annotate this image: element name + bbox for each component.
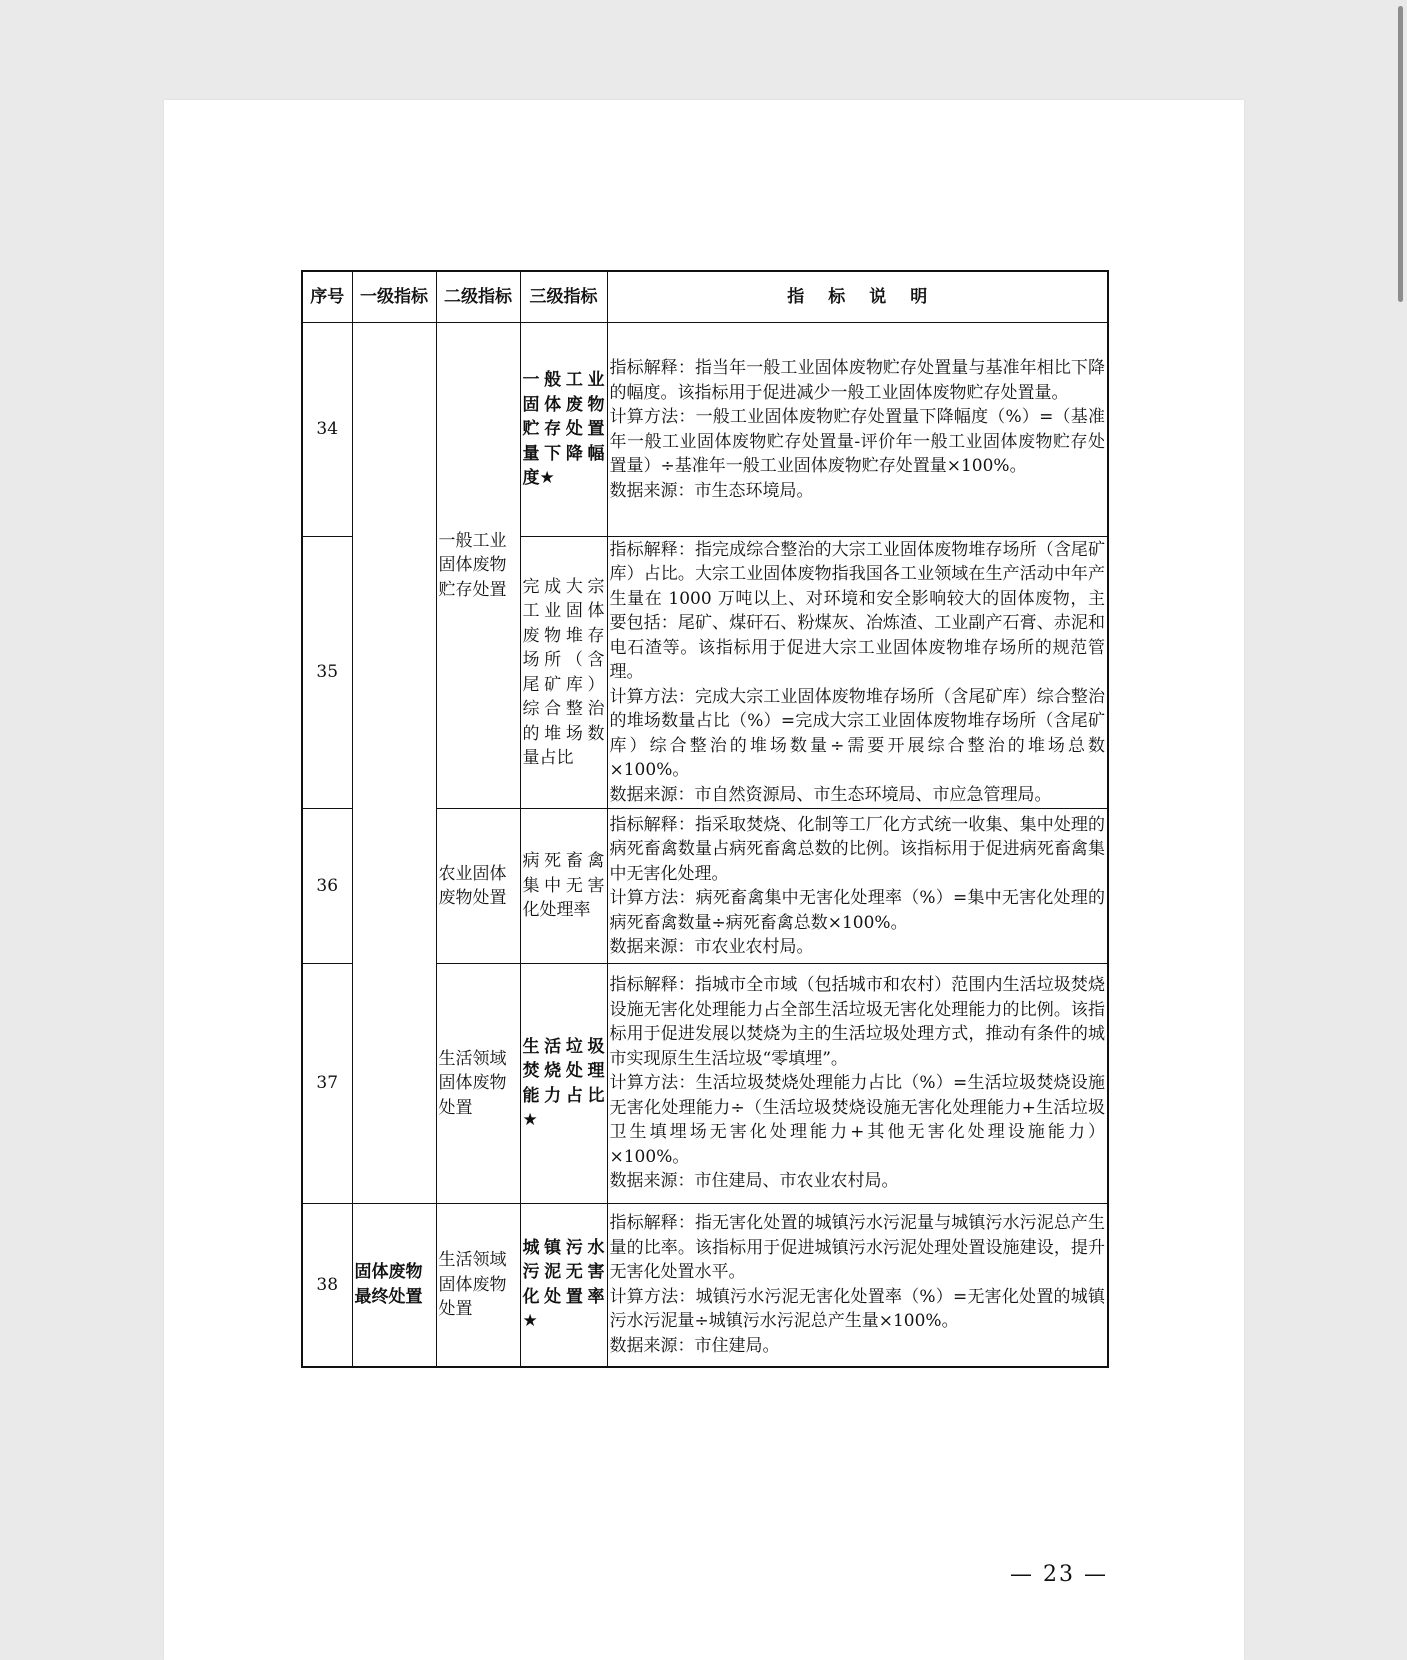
- header-serial: 序号: [302, 271, 352, 323]
- level3-cell: 病死畜禽集中无害化处理率: [520, 809, 607, 964]
- level2-cell: 生活领域固体废物处置: [436, 964, 520, 1204]
- level3-cell: 一般工业固体废物贮存处置量下降幅度★: [520, 323, 607, 537]
- level3-cell: 城镇污水污泥无害化处置率★: [520, 1204, 607, 1367]
- description-cell: [607, 537, 1108, 809]
- desc-explanation: 指标解释：指采取焚烧、化制等工厂化方式统一收集、集中处理的病死畜禽数量占病死畜禽总数的比例。该指标用于促进病死畜禽集中无害化处理。: [609, 814, 1105, 884]
- desc-method: 计算方法：城镇污水污泥无害化处置率（%）=无害化处置的城镇污水污泥量÷城镇污水污泥总产生量×100%。: [609, 1286, 1105, 1332]
- desc-explanation: 指标解释：指无害化处置的城镇污水污泥量与城镇污水污泥总产生量的比率。该指标用于促进城镇污水污泥处理处置设施建设，提升无害化处置水平。: [609, 1213, 1105, 1283]
- desc-explanation: 指标解释：指完成综合整治的大宗工业固体废物堆存场所（含尾矿库）占比。大宗工业固体废物指我国各工业领域在生产活动中年产生量在 1000 万吨以上、对环境和安全影响较大的固体废物，主要包括：尾矿、煤矸石、粉煤灰、冶炼渣、工业副产石膏、赤泥和电石渣等。该指标用于促进大宗工业固体废物堆存场所的规范管理。: [609, 539, 1105, 683]
- desc-method: 计算方法：完成大宗工业固体废物堆存场所（含尾矿库）综合整治的堆场数量占比（%）=完成大宗工业固体废物堆存场所（含尾矿库）综合整治的堆场数量÷需要开展综合整治的堆场总数×100%。: [609, 686, 1105, 781]
- desc-explanation: 指标解释：指当年一般工业固体废物贮存处置量与基准年相比下降的幅度。该指标用于促进减少一般工业固体废物贮存处置量。: [609, 358, 1105, 403]
- level3-cell: 生活垃圾焚烧处理能力占比★: [520, 964, 607, 1204]
- indicator-table: [301, 270, 1109, 1368]
- level1-cell: 固体废物最终处置: [352, 1204, 436, 1367]
- scrollbar-thumb[interactable]: [1398, 6, 1403, 302]
- level2-cell: 一般工业固体废物贮存处置: [436, 323, 520, 809]
- header-level3: 三级指标: [520, 271, 607, 323]
- description-cell: [607, 323, 1108, 537]
- page-number: — 23 —: [1010, 1562, 1108, 1587]
- desc-source: 数据来源：市生态环境局。: [609, 480, 814, 501]
- desc-source: 数据来源：市住建局、市农业农村局。: [609, 1171, 899, 1192]
- desc-source: 数据来源：市自然资源局、市生态环境局、市应急管理局。: [609, 784, 1052, 805]
- row-number: 36: [302, 809, 352, 964]
- desc-method: 计算方法：生活垃圾焚烧处理能力占比（%）=生活垃圾焚烧设施无害化处理能力÷（生活垃圾焚烧设施无害化处理能力+生活垃圾卫生填埋场无害化处理能力+其他无害化处理设施能力）×100%。: [609, 1073, 1105, 1167]
- row-number: 35: [302, 537, 352, 809]
- desc-explanation: 指标解释：指城市全市域（包括城市和农村）范围内生活垃圾焚烧设施无害化处理能力占全部生活垃圾无害化处理能力的比例。该指标用于促进发展以焚烧为主的生活垃圾处理方式，推动有条件的城市实现原生生活垃圾“零填埋”。: [609, 975, 1105, 1069]
- scrollbar[interactable]: [1393, 0, 1407, 1627]
- desc-method: 计算方法：一般工业固体废物贮存处置量下降幅度（%）=（基准年一般工业固体废物贮存处置量-评价年一般工业固体废物贮存处置量）÷基准年一般工业固体废物贮存处置量×100%。: [609, 407, 1105, 476]
- desc-method: 计算方法：病死畜禽集中无害化处理率（%）=集中无害化处理的病死畜禽数量÷病死畜禽总数×100%。: [609, 888, 1105, 933]
- document-page: [164, 100, 1244, 1660]
- header-level2: 二级指标: [436, 271, 520, 323]
- description-cell: [607, 809, 1108, 964]
- desc-source: 数据来源：市住建局。: [609, 1335, 780, 1356]
- level2-cell: 生活领域固体废物处置: [436, 1204, 520, 1367]
- description-cell: [607, 964, 1108, 1204]
- level1-cell-empty: [352, 323, 436, 1204]
- header-level1: 一级指标: [352, 271, 436, 323]
- row-number: 34: [302, 323, 352, 537]
- table-header-row: [302, 271, 1108, 323]
- level3-cell: 完成大宗工业固体废物堆存场所（含尾矿库）综合整治的堆场数量占比: [520, 537, 607, 809]
- table-row: [302, 323, 1108, 537]
- row-number: 38: [302, 1204, 352, 1367]
- description-cell: [607, 1204, 1108, 1367]
- row-number: 37: [302, 964, 352, 1204]
- level2-cell: 农业固体废物处置: [436, 809, 520, 964]
- header-description: 指标说明: [607, 271, 1108, 323]
- desc-source: 数据来源：市农业农村局。: [609, 937, 814, 957]
- table-row: [302, 1204, 1108, 1367]
